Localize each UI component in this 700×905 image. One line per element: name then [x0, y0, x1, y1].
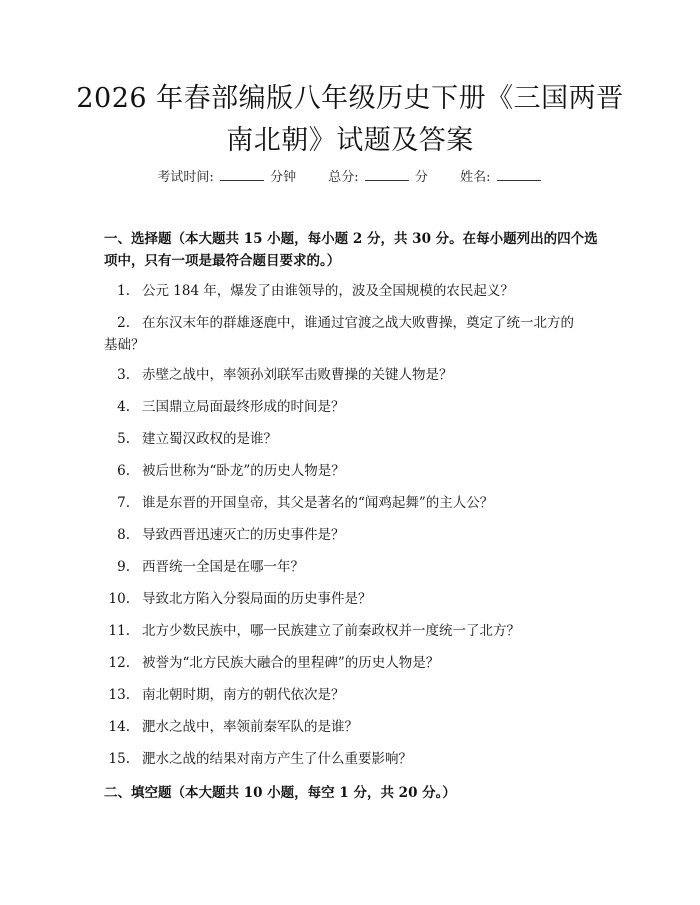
question-text: 建立蜀汉政权的是谁？ — [142, 431, 277, 447]
question-text-continued: 基础？ — [104, 337, 145, 353]
exam-time-unit: 分钟 — [270, 170, 297, 185]
document-title — [60, 78, 640, 162]
question-number: 15. — [108, 751, 130, 767]
question-item — [104, 428, 604, 450]
section-2-heading: 二、填空题（本大题共 10 小题，每空 1 分，共 20 分。） — [104, 785, 456, 801]
section-1-heading — [104, 228, 604, 272]
question-number: 8. — [117, 527, 130, 543]
title-line-1: 2026 年春部编版八年级历史下册《三国两晋 — [76, 83, 624, 114]
question-item — [104, 460, 604, 482]
name-blank — [497, 168, 541, 181]
exam-meta — [0, 168, 700, 188]
question-item — [104, 364, 604, 386]
question-number: 3. — [117, 367, 130, 383]
exam-time-label: 考试时间: — [157, 170, 214, 185]
question-item — [104, 620, 604, 642]
question-item — [104, 280, 604, 302]
name-field — [460, 168, 543, 188]
question-text: 南北朝时期，南方的朝代依次是？ — [142, 687, 345, 703]
question-text: 三国鼎立局面最终形成的时间是？ — [142, 399, 345, 415]
section-1-heading-line-1: 一、选择题（本大题共 15 小题，每小题 2 分，共 30 分。在每小题列出的四个选 — [104, 231, 598, 247]
question-item — [104, 396, 604, 418]
question-item — [104, 652, 604, 674]
total-score-label: 总分: — [328, 170, 359, 185]
title-line-2: 南北朝》试题及答案 — [226, 125, 474, 156]
question-text: 赤壁之战中，率领孙刘联军击败曹操的关键人物是？ — [142, 367, 453, 383]
question-number: 4. — [117, 399, 130, 415]
question-text: 导致西晋迅速灭亡的历史事件是？ — [142, 527, 345, 543]
question-text: 西晋统一全国是在哪一年？ — [142, 559, 304, 575]
question-number: 7. — [117, 495, 130, 511]
question-item — [104, 588, 604, 610]
question-number: 1. — [117, 283, 130, 299]
question-item — [104, 684, 604, 706]
total-score-field — [328, 168, 428, 188]
question-item — [104, 524, 604, 546]
exam-time-field — [157, 168, 296, 188]
question-number: 6. — [117, 463, 130, 479]
question-text: 被后世称为“卧龙”的历史人物是？ — [142, 463, 345, 479]
name-label: 姓名: — [460, 170, 491, 185]
exam-time-blank — [220, 168, 264, 181]
question-item — [104, 556, 604, 578]
question-text: 导致北方陷入分裂局面的历史事件是？ — [142, 591, 372, 607]
question-number: 13. — [108, 687, 130, 703]
question-item — [104, 312, 604, 356]
total-score-blank — [365, 168, 409, 181]
total-score-unit: 分 — [414, 170, 428, 185]
question-item — [104, 748, 604, 770]
question-number: 12. — [108, 655, 130, 671]
question-number: 9. — [117, 559, 130, 575]
question-text: 谁是东晋的开国皇帝，其父是著名的“闻鸡起舞”的主人公？ — [142, 495, 494, 511]
question-text: 在东汉末年的群雄逐鹿中，谁通过官渡之战大败曹操，奠定了统一北方的 — [142, 315, 574, 331]
question-text: 被誉为“北方民族大融合的里程碑”的历史人物是？ — [142, 655, 440, 671]
question-text: 淝水之战的结果对南方产生了什么重要影响？ — [142, 751, 412, 767]
question-text: 北方少数民族中，哪一民族建立了前秦政权并一度统一了北方？ — [142, 623, 520, 639]
question-text: 公元 184 年，爆发了由谁领导的，波及全国规模的农民起义？ — [142, 283, 514, 299]
question-number: 11. — [108, 623, 130, 639]
question-item — [104, 492, 604, 514]
question-number: 14. — [108, 719, 130, 735]
question-number: 5. — [117, 431, 130, 447]
question-item — [104, 716, 604, 738]
section-1-heading-line-2: 项中，只有一项是最符合题目要求的。） — [104, 253, 341, 269]
question-text: 淝水之战中，率领前秦军队的是谁？ — [142, 719, 358, 735]
question-number: 2. — [117, 315, 130, 331]
question-number: 10. — [108, 591, 130, 607]
